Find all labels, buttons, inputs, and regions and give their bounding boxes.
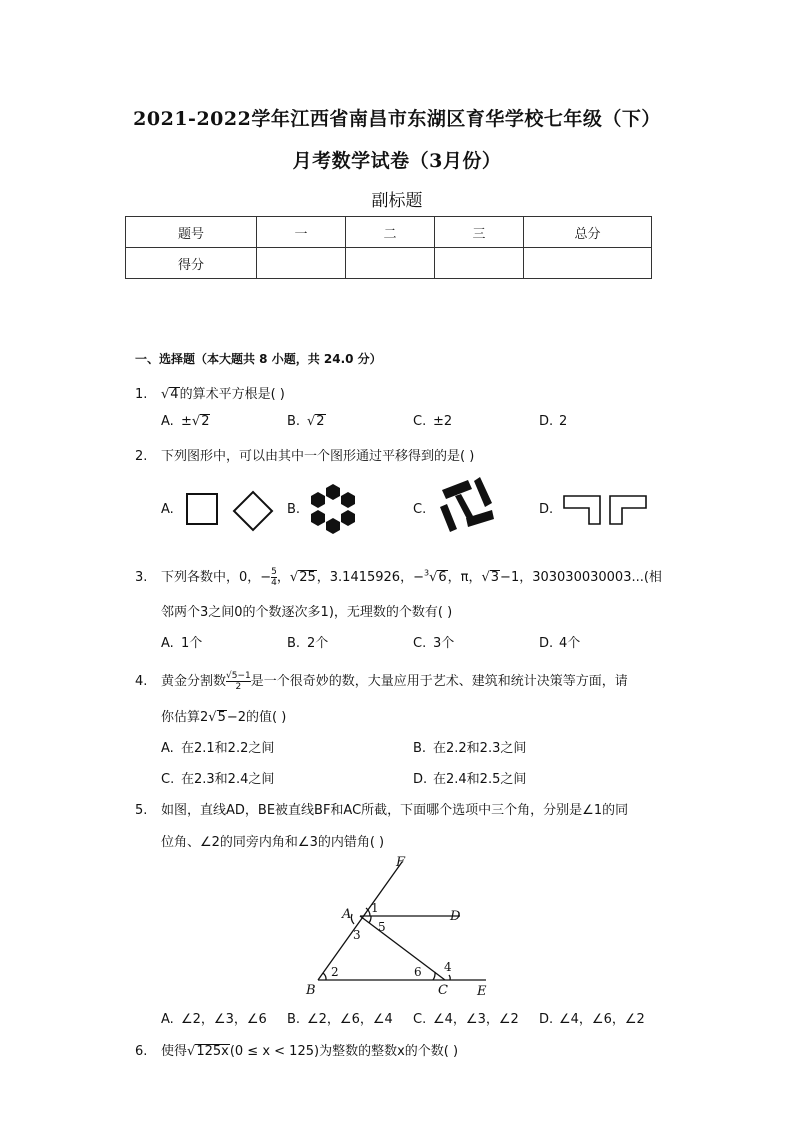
option-c-label[interactable]: C. bbox=[413, 502, 427, 517]
fraction-denominator: 2 bbox=[235, 682, 242, 692]
angle-5-label: 5 bbox=[378, 920, 386, 934]
question-4 bbox=[135, 670, 628, 692]
page-title: 2021-2022学年江西省南昌市东湖区育华学校七年级（下） bbox=[133, 108, 661, 130]
angle-3-arc bbox=[351, 914, 354, 924]
question-text: −2的值( ) bbox=[226, 710, 287, 725]
option-b-label[interactable]: B. bbox=[287, 502, 301, 517]
angle-6-label: 6 bbox=[414, 965, 422, 979]
option-label: D. bbox=[413, 772, 428, 787]
option-d[interactable] bbox=[539, 632, 580, 651]
angle-4-arc bbox=[449, 975, 450, 980]
question-text: 下列各数中，0，− bbox=[161, 570, 272, 585]
question-text: 黄金分割数 bbox=[161, 674, 227, 689]
option-text: 在2.4和2.5之间 bbox=[433, 772, 527, 787]
option-label: B. bbox=[287, 1012, 301, 1027]
radicand: 5 bbox=[217, 710, 226, 725]
option-text: ±2 bbox=[433, 414, 453, 429]
table-cell: 二 bbox=[346, 217, 435, 248]
option-a[interactable] bbox=[161, 632, 202, 651]
question-text: 你估算2 bbox=[161, 710, 209, 725]
radicand: 4 bbox=[170, 387, 179, 402]
option-a[interactable] bbox=[161, 737, 274, 756]
line-ac bbox=[360, 916, 445, 980]
question-5-line2: 位角、∠2的同旁内角和∠3的内错角( ) bbox=[161, 835, 385, 850]
question-text: ，3.1415926，− bbox=[316, 570, 424, 585]
question-text: 是一个很奇妙的数，大量应用于艺术、建筑和统计决策等方面，请 bbox=[250, 674, 628, 689]
option-label: D. bbox=[539, 636, 554, 651]
option-label: D. bbox=[539, 1012, 554, 1027]
sqrt-symbol: √ bbox=[208, 710, 217, 725]
radicand: 2 bbox=[201, 414, 210, 429]
line-bf bbox=[318, 862, 402, 980]
option-label: B. bbox=[413, 741, 427, 756]
angle-1-label: 1 bbox=[371, 901, 379, 915]
table-cell: 总分 bbox=[524, 217, 652, 248]
sqrt-symbol: √ bbox=[161, 387, 170, 402]
sqrt-symbol: √ bbox=[481, 570, 490, 585]
point-c-label: C bbox=[438, 983, 448, 998]
table-cell: 三 bbox=[435, 217, 524, 248]
hexagon-ring-figure bbox=[311, 484, 355, 534]
point-e-label: E bbox=[477, 984, 487, 999]
angle-5-arc bbox=[369, 916, 371, 923]
sqrt-symbol: √ bbox=[307, 414, 316, 429]
radicand: 6 bbox=[438, 570, 447, 585]
option-a-label[interactable]: A. bbox=[161, 502, 174, 517]
question-text: 的算术平方根是( ) bbox=[179, 387, 285, 402]
option-label: C. bbox=[413, 1012, 427, 1027]
sqrt-symbol: √ bbox=[191, 414, 201, 429]
option-text: ∠4，∠6，∠2 bbox=[559, 1012, 645, 1027]
option-label: A. bbox=[161, 741, 174, 756]
question-text: ， bbox=[276, 570, 290, 585]
root-index: 3 bbox=[423, 568, 430, 578]
option-text: 在2.2和2.3之间 bbox=[433, 741, 527, 756]
option-label: D. bbox=[539, 414, 554, 429]
option-label: A. bbox=[161, 414, 174, 429]
question-5 bbox=[135, 799, 628, 818]
table-cell: 得分 bbox=[126, 248, 257, 279]
l-shape-figure bbox=[564, 496, 646, 524]
option-c[interactable] bbox=[413, 1008, 519, 1027]
pinwheel-figure bbox=[440, 477, 494, 532]
page-title-line2: 月考数学试卷（3月份） bbox=[292, 150, 502, 172]
option-d-label[interactable]: D. bbox=[539, 502, 554, 517]
option-text: 在2.1和2.2之间 bbox=[181, 741, 275, 756]
question-3-line2: 邻两个3之间0的个数逐次多1)，无理数的个数有( ) bbox=[161, 605, 453, 620]
fraction-numerator: √5−1 bbox=[226, 671, 251, 681]
fraction-denominator: 4 bbox=[271, 578, 277, 588]
point-a-label: A bbox=[342, 907, 352, 922]
option-b[interactable] bbox=[287, 1008, 393, 1027]
option-text: 1个 bbox=[181, 636, 203, 651]
section-heading: 一、选择题（本大题共 8 小题，共 24.0 分） bbox=[135, 352, 382, 366]
option-label: B. bbox=[287, 636, 301, 651]
option-label: C. bbox=[413, 414, 427, 429]
option-text: 3个 bbox=[433, 636, 455, 651]
angle-2-label: 2 bbox=[331, 965, 339, 979]
option-b[interactable] bbox=[413, 737, 526, 756]
radicand: 125x bbox=[196, 1044, 229, 1059]
question-3 bbox=[135, 566, 662, 588]
question-text: 使得 bbox=[161, 1044, 188, 1059]
radicand: 25 bbox=[299, 570, 316, 585]
option-c[interactable] bbox=[413, 632, 454, 651]
question-number: 2. bbox=[135, 449, 148, 464]
question-text: (0 ≤ x < 125)为整数的整数x的个数( ) bbox=[229, 1044, 459, 1059]
sqrt-symbol: √ bbox=[429, 570, 438, 585]
option-label: A. bbox=[161, 1012, 174, 1027]
point-d-label: D bbox=[450, 909, 461, 924]
angle-6-arc bbox=[433, 972, 435, 980]
sqrt-symbol: √ bbox=[187, 1044, 196, 1059]
radicand: 2 bbox=[316, 414, 325, 429]
option-text: ∠2，∠6，∠4 bbox=[307, 1012, 393, 1027]
option-b[interactable] bbox=[287, 632, 328, 651]
option-text: ∠4，∠3，∠2 bbox=[433, 1012, 519, 1027]
option-text: 2 bbox=[559, 414, 568, 429]
table-cell: 一 bbox=[257, 217, 346, 248]
angle-4-label: 4 bbox=[444, 960, 452, 974]
question-number: 5. bbox=[135, 803, 148, 818]
question-4-line2 bbox=[161, 706, 286, 725]
angle-2-arc bbox=[323, 973, 326, 980]
question-6 bbox=[135, 1040, 458, 1059]
question-text: 如图，直线AD，BE被直线BF和AC所截，下面哪个选项中三个角，分别是∠1的同 bbox=[161, 803, 629, 818]
option-prefix: ± bbox=[181, 414, 192, 429]
option-label: C. bbox=[161, 772, 175, 787]
option-label: A. bbox=[161, 636, 174, 651]
subtitle: 副标题 bbox=[371, 191, 423, 211]
option-a[interactable] bbox=[161, 1008, 267, 1027]
option-d[interactable] bbox=[413, 768, 526, 787]
sqrt-symbol: √ bbox=[289, 570, 299, 585]
question-text: 下列图形中，可以由其中一个图形通过平移得到的是( ) bbox=[161, 449, 475, 464]
option-c[interactable] bbox=[161, 768, 274, 787]
square-diamond-figure bbox=[187, 492, 272, 530]
point-f-label: F bbox=[396, 855, 406, 870]
option-label: B. bbox=[287, 414, 301, 429]
geometry-figure bbox=[290, 850, 510, 1000]
question-number: 1. bbox=[135, 387, 148, 402]
table-cell: 题号 bbox=[126, 217, 257, 248]
question-number: 3. bbox=[135, 570, 148, 585]
question-number: 6. bbox=[135, 1044, 148, 1059]
point-b-label: B bbox=[306, 983, 316, 998]
question-text: ，π， bbox=[447, 570, 482, 585]
fraction-numerator: 5 bbox=[271, 567, 277, 577]
angle-3-label: 3 bbox=[353, 928, 361, 942]
option-text: 2个 bbox=[307, 636, 329, 651]
question-number: 4. bbox=[135, 674, 148, 689]
radicand: 3 bbox=[490, 570, 500, 585]
question-text: −1，303030030003...(相 bbox=[500, 570, 662, 585]
fraction bbox=[226, 671, 251, 692]
option-d[interactable] bbox=[539, 1008, 645, 1027]
option-text: ∠2，∠3，∠6 bbox=[181, 1012, 267, 1027]
option-text: 4个 bbox=[559, 636, 581, 651]
option-label: C. bbox=[413, 636, 427, 651]
option-text: 在2.3和2.4之间 bbox=[181, 772, 275, 787]
